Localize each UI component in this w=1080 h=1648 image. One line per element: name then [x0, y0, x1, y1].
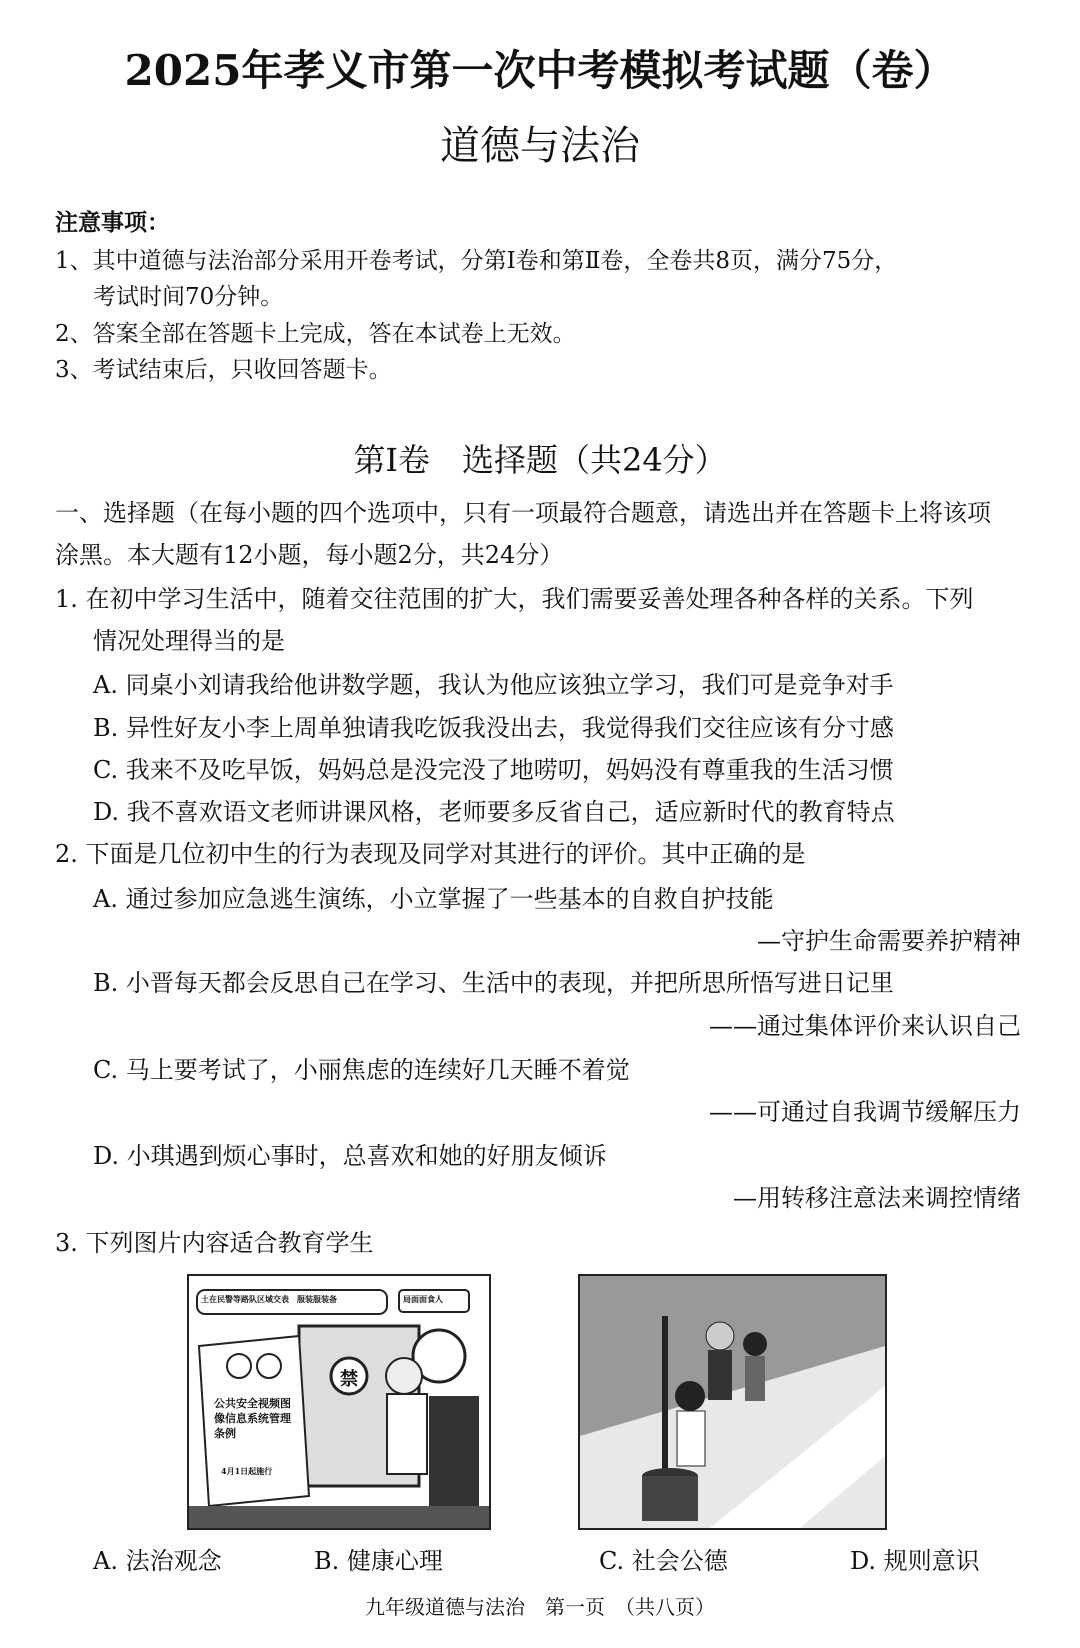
notice-heading: 注意事项：: [55, 209, 170, 236]
q2-option-c: C. 马上要考试了，小丽焦虑的连续好几天睡不着觉: [93, 1056, 630, 1084]
cartoon-regulation-image: [187, 1274, 491, 1530]
section-title: 第Ⅰ卷 选择题（共24分）: [353, 441, 727, 479]
subject-title: 道德与法治: [440, 123, 640, 169]
q3-option-a: A. 法治观念: [93, 1547, 222, 1575]
q2-option-d: D. 小琪遇到烦心事时，总喜欢和她的好朋友倾诉: [93, 1142, 607, 1170]
question-1-stem: 情况处理得当的是: [93, 627, 285, 655]
page-footer: 九年级道德与法治 第一页 （共八页）: [365, 1595, 715, 1619]
regulation-date: 4月1日起施行: [221, 1466, 273, 1476]
cartoon-street-image: [578, 1274, 887, 1530]
forbidden-sign: 禁: [340, 1369, 358, 1390]
q3-option-b: B. 健康心理: [314, 1547, 443, 1575]
q2-option-a: A. 通过参加应急逃生演练，小立掌握了一些基本的自救自护技能: [93, 885, 774, 913]
cartoon-caption: 局面面食人: [403, 1294, 443, 1304]
q1-option-b: B. 异性好友小李上周单独请我吃饭我没出去，我觉得我们交往应该有分寸感: [93, 714, 894, 742]
section-instructions: 涂黑。本大题有12小题，每小题2分，共24分）: [55, 541, 564, 569]
q2-comment-c: ——可通过自我调节缓解压力: [709, 1098, 1021, 1126]
notice-item: 3、考试结束后，只收回答题卡。: [55, 357, 392, 383]
q3-option-c: C. 社会公德: [599, 1547, 728, 1575]
q1-option-a: A. 同桌小刘请我给他讲数学题，我认为他应该独立学习，我们可是竞争对手: [93, 671, 894, 699]
section-instructions: 一、选择题（在每小题的四个选项中，只有一项最符合题意，请选出并在答题卡上将该项: [55, 499, 991, 527]
notice-item: 2、答案全部在答题卡上完成，答在本试卷上无效。: [55, 321, 576, 347]
notice-item: 考试时间70分钟。: [93, 284, 284, 310]
question-2-stem: 2. 下面是几位初中生的行为表现及同学对其进行的评价。其中正确的是: [55, 840, 806, 868]
q1-option-c: C. 我来不及吃早饭，妈妈总是没完没了地唠叨，妈妈没有尊重我的生活习惯: [93, 756, 894, 784]
q1-option-d: D. 我不喜欢语文老师讲课风格，老师要多反省自己，适应新时代的教育特点: [93, 798, 895, 826]
q3-option-d: D. 规则意识: [850, 1547, 980, 1575]
exam-title: 2025年孝义市第一次中考模拟考试题（卷）: [124, 46, 956, 95]
regulation-book-title: 公共安全视频图像信息系统管理条例: [214, 1397, 291, 1440]
cartoon-caption: 土在民警等路队区域交表 服装服装备: [201, 1294, 337, 1304]
question-3-stem: 3. 下列图片内容适合教育学生: [55, 1229, 374, 1257]
question-1-stem: 1. 在初中学习生活中，随着交往范围的扩大，我们需要妥善处理各种各样的关系。下列: [55, 585, 974, 613]
q2-comment-b: ——通过集体评价来认识自己: [709, 1012, 1021, 1040]
q2-option-b: B. 小晋每天都会反思自己在学习、生活中的表现，并把所思所悟写进日记里: [93, 969, 894, 997]
q2-comment-d: —用转移注意法来调控情绪: [733, 1184, 1021, 1212]
notice-item: 1、其中道德与法治部分采用开卷考试，分第Ⅰ卷和第Ⅱ卷，全卷共8页，满分75分，: [55, 248, 898, 274]
q2-comment-a: —守护生命需要养护精神: [757, 927, 1021, 955]
